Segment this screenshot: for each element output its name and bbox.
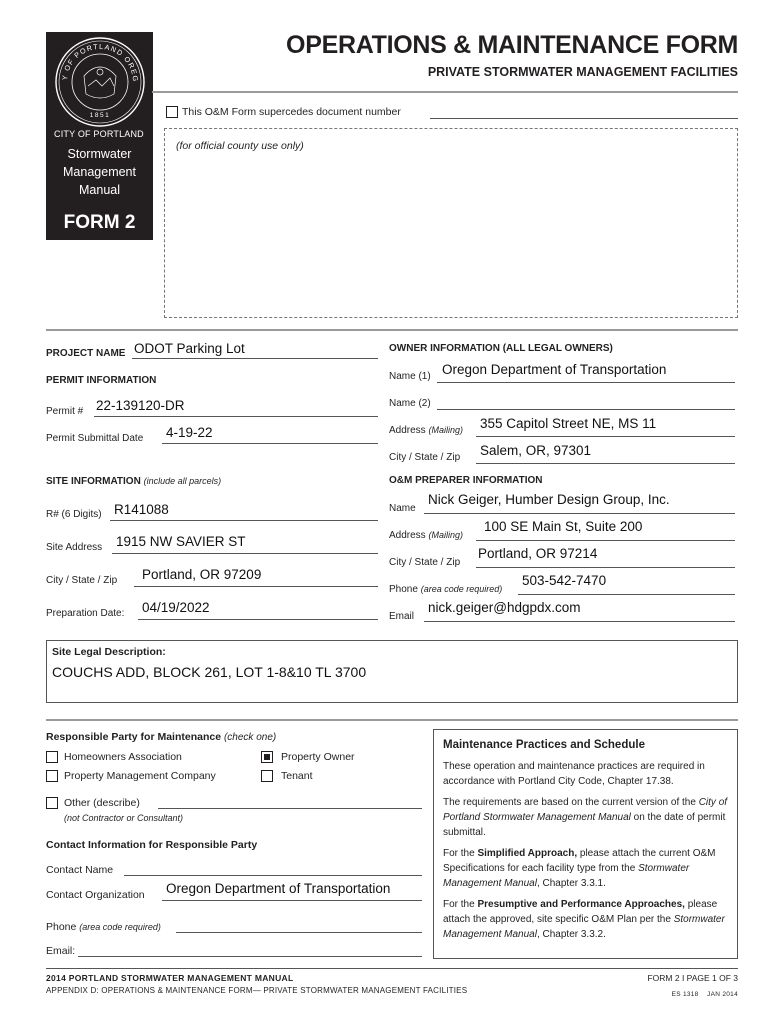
official-use-note: (for official county use only): [176, 140, 304, 152]
section-rule-top: [46, 329, 738, 331]
r-number-value[interactable]: R141088: [114, 502, 169, 517]
maintenance-p4-strong: Presumptive and Performance Approaches,: [477, 899, 685, 910]
maintenance-p2-em: City of Portland Stormwater Management Manual: [443, 797, 728, 823]
footer-page: FORM 2 I PAGE 1 OF 3: [647, 973, 738, 983]
supersedes-checkbox[interactable]: [166, 106, 178, 118]
preparer-address-note: (Mailing): [428, 530, 463, 540]
permit-submittal-value[interactable]: 4-19-22: [166, 425, 213, 440]
preparer-address-label-text: Address: [389, 530, 426, 541]
maintenance-box: [433, 729, 738, 959]
site-address-label: Site Address: [46, 542, 103, 553]
preparer-phone-note: (area code required): [420, 584, 503, 594]
owner-name1-value[interactable]: Oregon Department of Transportation: [442, 362, 667, 377]
sidebar-manual: [46, 145, 153, 199]
maintenance-p3-b: please attach the current O&M Specifications for each facility type from the: [443, 848, 716, 874]
maintenance-p2-b: on the date of permit submittal.: [443, 812, 726, 838]
preparer-email-line: [424, 621, 735, 622]
preparer-name-line: [424, 513, 735, 514]
preparer-address-label: [389, 530, 463, 541]
site-heading: [46, 476, 221, 487]
owner-name1-line: [437, 382, 735, 383]
contact-phone-note: (area code required): [79, 922, 161, 932]
site-city-value[interactable]: Portland, OR 97209: [142, 567, 262, 582]
maintenance-p3-a: For the: [443, 848, 478, 859]
maintenance-p1-text: These operation and maintenance practices are required in accordance with Portland City Code, Chapter 17.38.: [443, 761, 705, 787]
owner-city-line: [476, 463, 735, 464]
contact-org-label: Contact Organization: [46, 889, 145, 901]
city-seal-icon: [54, 36, 146, 128]
site-address-line: [112, 553, 378, 554]
footer-rule: [46, 968, 738, 969]
prep-date-value[interactable]: 04/19/2022: [142, 600, 210, 615]
owner-address-label: [389, 425, 463, 436]
footer-line2: APPENDIX D: OPERATIONS & MAINTENANCE FORM— PRIVATE STORMWATER MANAGEMENT FACILITIES: [46, 986, 468, 995]
permit-line: [94, 416, 378, 417]
project-name-value[interactable]: ODOT Parking Lot: [134, 341, 245, 356]
project-name-label: PROJECT NAME: [46, 348, 126, 359]
other-note: (not Contractor or Consultant): [64, 813, 184, 823]
preparer-address-line: [476, 540, 735, 541]
tenant-label: Tenant: [281, 770, 313, 782]
hoa-label: Homeowners Association: [64, 751, 182, 763]
preparer-city-value[interactable]: Portland, OR 97214: [478, 546, 598, 561]
prep-date-label: Preparation Date:: [46, 608, 125, 619]
owner-address-note: (Mailing): [428, 425, 463, 435]
permit-submittal-line: [162, 443, 378, 444]
maintenance-p4-em: Stormwater Management Manual: [443, 914, 725, 940]
preparer-name-label: Name: [389, 503, 416, 514]
maintenance-paragraph-3: [443, 846, 728, 891]
owner-address-value[interactable]: 355 Capitol Street NE, MS 11: [480, 416, 657, 431]
contact-org-line: [162, 900, 422, 901]
owner-address-line: [476, 436, 735, 437]
maintenance-p4-a: For the: [443, 899, 478, 910]
permit-heading: PERMIT INFORMATION: [46, 375, 157, 386]
property-owner-checkbox[interactable]: [261, 751, 273, 763]
other-line: [158, 808, 422, 809]
maintenance-p4-c: , Chapter 3.3.2.: [536, 929, 606, 940]
maintenance-p3-strong: Simplified Approach,: [477, 848, 578, 859]
header-rule: [152, 91, 738, 93]
footer-code: [672, 991, 738, 998]
city-seal: [54, 36, 146, 133]
pmc-label: Property Management Company: [64, 770, 216, 782]
footer-code-text: ES 1318: [671, 991, 699, 998]
page-subtitle: PRIVATE STORMWATER MANAGEMENT FACILITIES: [427, 65, 738, 79]
preparer-phone-label-text: Phone: [389, 584, 418, 595]
site-city-line: [134, 586, 378, 587]
hoa-checkbox[interactable]: [46, 751, 58, 763]
contact-email-line: [78, 956, 422, 957]
maintenance-p3-c: , Chapter 3.3.1.: [536, 878, 606, 889]
site-heading-text: SITE INFORMATION: [46, 476, 141, 487]
preparer-city-line: [476, 567, 735, 568]
sidebar-manual-line1: Stormwater: [67, 147, 132, 161]
tenant-checkbox[interactable]: [261, 770, 273, 782]
contact-name-line: [124, 875, 422, 876]
permit-label: Permit #: [46, 406, 84, 417]
supersedes-line: [430, 118, 738, 119]
prep-date-line: [138, 619, 378, 620]
owner-city-value[interactable]: Salem, OR, 97301: [480, 443, 592, 458]
owner-name2-label: Name (2): [389, 398, 431, 409]
responsible-heading-text: Responsible Party for Maintenance: [46, 731, 222, 743]
maintenance-p2-a: The requirements are based on the current version of the: [443, 797, 699, 808]
preparer-email-value[interactable]: nick.geiger@hdgpdx.com: [428, 600, 581, 615]
footer-date: JAN 2014: [707, 991, 738, 998]
maintenance-heading: Maintenance Practices and Schedule: [443, 739, 645, 751]
contact-phone-label-text: Phone: [46, 921, 77, 933]
permit-submittal-label: Permit Submittal Date: [46, 433, 144, 444]
maintenance-paragraph-1: [443, 759, 728, 789]
r-number-label: R# (6 Digits): [46, 509, 102, 520]
preparer-name-value[interactable]: Nick Geiger, Humber Design Group, Inc.: [428, 492, 670, 507]
responsible-heading-note: (check one): [223, 732, 277, 743]
other-checkbox[interactable]: [46, 797, 58, 809]
legal-description-value[interactable]: COUCHS ADD, BLOCK 261, LOT 1-8&10 TL 3700: [52, 664, 367, 680]
contact-org-value[interactable]: Oregon Department of Transportation: [166, 881, 391, 896]
preparer-city-label: City / State / Zip: [389, 557, 461, 568]
section-rule-bottom: [46, 719, 738, 721]
seal-ring-text: Y OF PORTLAND OREG: [59, 41, 141, 83]
preparer-phone-value[interactable]: 503-542-7470: [522, 573, 607, 588]
contact-email-label: Email:: [46, 945, 76, 957]
official-use-box: [164, 128, 738, 318]
maintenance-paragraph-4: [443, 897, 728, 942]
contact-heading: Contact Information for Responsible Party: [46, 839, 258, 851]
site-city-label: City / State / Zip: [46, 575, 118, 586]
preparer-email-label: Email: [389, 611, 415, 622]
r-number-line: [110, 520, 378, 521]
owner-name1-label: Name (1): [389, 371, 431, 382]
footer-line1: 2014 PORTLAND STORMWATER MANAGEMENT MANUAL: [46, 973, 294, 983]
preparer-phone-label: [389, 584, 502, 595]
owner-heading: OWNER INFORMATION (ALL LEGAL OWNERS): [389, 343, 613, 354]
other-label: Other (describe): [64, 797, 140, 809]
seal-year: 1851: [89, 112, 111, 119]
maintenance-p4-b: please attach the approved, site specific O&M Plan per the: [443, 899, 718, 925]
sidebar-city: CITY OF PORTLAND: [54, 129, 144, 139]
owner-name2-line: [437, 409, 735, 410]
project-name-line: [132, 358, 378, 359]
owner-city-label: City / State / Zip: [389, 452, 461, 463]
property-owner-label: Property Owner: [281, 751, 355, 763]
page-title: OPERATIONS & MAINTENANCE FORM: [286, 31, 738, 59]
preparer-phone-line: [518, 594, 735, 595]
maintenance-p3-em: Stormwater Management Manual: [443, 863, 690, 889]
sidebar-manual-line3: Manual: [79, 183, 120, 197]
site-address-value[interactable]: 1915 NW SAVIER ST: [116, 534, 246, 549]
form-label: FORM 2: [63, 212, 136, 233]
maintenance-paragraph-2: [443, 795, 728, 840]
legal-description-label: Site Legal Description:: [52, 646, 166, 658]
preparer-address-value[interactable]: 100 SE Main St, Suite 200: [484, 519, 643, 534]
supersedes-label: This O&M Form supercedes document number: [182, 106, 401, 118]
site-heading-note: (include all parcels): [143, 476, 222, 486]
contact-phone-line: [176, 932, 422, 933]
sidebar-manual-line2: Management: [63, 165, 136, 179]
contact-phone-label: [46, 921, 161, 933]
preparer-heading: O&M PREPARER INFORMATION: [389, 475, 543, 486]
owner-address-label-text: Address: [389, 425, 426, 436]
pmc-checkbox[interactable]: [46, 770, 58, 782]
permit-value[interactable]: 22-139120-DR: [96, 398, 185, 413]
responsible-heading: [46, 731, 276, 743]
contact-name-label: Contact Name: [46, 864, 114, 876]
